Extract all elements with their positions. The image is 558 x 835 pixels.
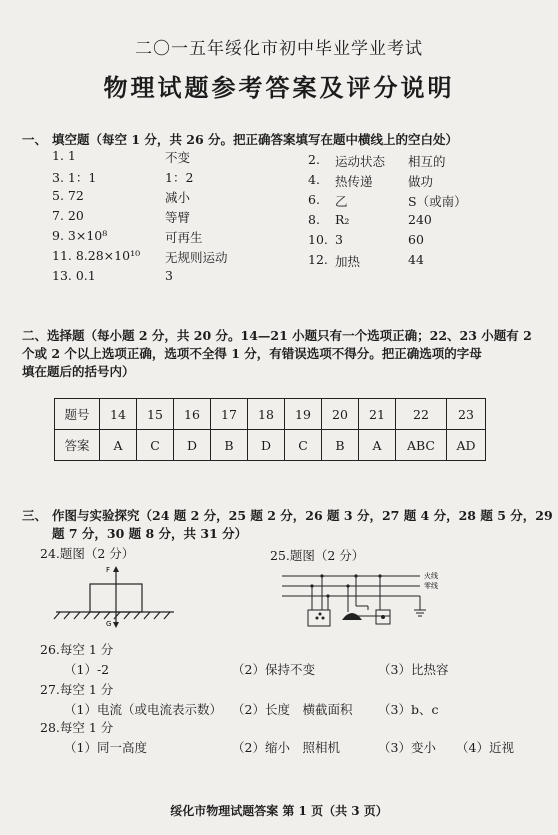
- fill-item-num: 1. 1: [52, 148, 76, 163]
- section2-line: 填在题后的括号内）: [22, 364, 135, 379]
- fill-item-answer: 3: [165, 268, 173, 283]
- section3-line: 题 7 分，30 题 8 分，共 31 分）: [52, 526, 248, 541]
- table-header-cell: 答案: [55, 430, 100, 461]
- q28-answer: （2）缩小 照相机: [232, 740, 340, 755]
- table-cell: C: [137, 430, 174, 461]
- table-cell: 21: [359, 399, 396, 430]
- fill-item-answer: S（或南）: [408, 194, 467, 209]
- fill-item-answer: 相互的: [408, 154, 446, 169]
- table-cell: 19: [285, 399, 322, 430]
- page-footer: 绥化市物理试题答案 第 1 页（共 3 页）: [170, 804, 388, 818]
- lamp-icon: [342, 613, 362, 620]
- fill-item-answer: 不变: [165, 150, 191, 165]
- section2-line: 个或 2 个以上选项正确，选项不全得 1 分，有错误选项不得分。把正确选项的字母: [22, 346, 482, 361]
- q27-header: 27.每空 1 分: [40, 682, 114, 697]
- circuit-diagram: [280, 566, 450, 634]
- table-cell: 17: [211, 399, 248, 430]
- fill-item-num: 11. 8.28×10¹⁰: [52, 248, 141, 263]
- fill-item-num: 7. 20: [52, 208, 84, 223]
- table-cell: C: [285, 430, 322, 461]
- q26-header: 26.每空 1 分: [40, 642, 114, 657]
- live-wire-label: 火线: [424, 572, 438, 580]
- table-cell: D: [174, 430, 211, 461]
- answer-table: [54, 398, 486, 461]
- fill-item-num: 10.: [308, 232, 328, 247]
- exam-title: 二〇一五年绥化市初中毕业学业考试: [135, 39, 423, 59]
- q28-answer: （1）同一高度: [64, 740, 147, 755]
- fill-item-num: 3. 1：1: [52, 170, 97, 185]
- q28-answer: （3）变小: [378, 740, 436, 755]
- fill-item-answer: 减小: [165, 190, 191, 205]
- section2-line: 二、选择题（每小题 2 分，共 20 分。14—21 小题只有一个选项正确；22、23 小题有 2: [22, 328, 532, 343]
- fill-item-answer: 乙: [335, 194, 348, 209]
- fill-item-answer: 1：2: [165, 170, 194, 185]
- q28-header: 28.每空 1 分: [40, 720, 114, 735]
- fill-item-answer: R₂: [335, 212, 350, 227]
- section3-line: 作图与实验探究（24 题 2 分，25 题 2 分，26 题 3 分，27 题 4 分，28 题 5 分，29: [52, 508, 553, 523]
- fill-item-answer: 做功: [408, 174, 434, 189]
- fill-item-num: 5. 72: [52, 188, 84, 203]
- document-title: 物理试题参考答案及评分说明: [103, 73, 455, 102]
- table-row: [55, 430, 486, 461]
- fill-item-answer: 加热: [335, 254, 361, 269]
- fill-item-num: 13. 0.1: [52, 268, 96, 283]
- fill-item-answer: 无规则运动: [165, 250, 228, 265]
- q27-answer: （2）长度 横截面积: [232, 702, 353, 717]
- fill-item-answer: 运动状态: [335, 154, 386, 169]
- section3-number: 三、: [22, 508, 48, 523]
- fill-item-answer: 可再生: [165, 230, 203, 245]
- fill-item-answer: 60: [408, 232, 424, 247]
- fill-item-answer: 240: [408, 212, 432, 227]
- neutral-wire-label: 零线: [424, 582, 438, 590]
- fill-item-answer: 3: [335, 232, 343, 247]
- socket-icon: [308, 610, 330, 626]
- table-cell: 22: [396, 399, 447, 430]
- force-label-f: F: [106, 566, 111, 574]
- q26-answer: （3）比热容: [378, 662, 449, 677]
- table-cell: AD: [447, 430, 486, 461]
- table-cell: 18: [248, 399, 285, 430]
- fill-item-num: 12.: [308, 252, 328, 267]
- fill-item-num: 6.: [308, 192, 320, 207]
- fill-item-answer: 热传递: [335, 174, 373, 189]
- q27-answer: （3）b、c: [378, 702, 439, 717]
- q24-label: 24.题图（2 分）: [40, 546, 135, 561]
- table-header-cell: 题号: [55, 399, 100, 430]
- table-cell: B: [322, 430, 359, 461]
- fill-item-num: 9. 3×10⁸: [52, 228, 108, 243]
- table-row: [55, 399, 486, 430]
- table-cell: A: [100, 430, 137, 461]
- fill-item-num: 2.: [308, 152, 320, 167]
- q27-answer: （1）电流（或电流表示数）: [64, 702, 222, 717]
- q26-answer: （1）-2: [64, 662, 110, 677]
- q25-label: 25.题图（2 分）: [270, 548, 365, 563]
- table-cell: 14: [100, 399, 137, 430]
- fill-item-num: 8.: [308, 212, 320, 227]
- force-diagram: [50, 560, 180, 630]
- fill-item-num: 4.: [308, 172, 320, 187]
- q28-answer: （4）近视: [456, 740, 514, 755]
- table-cell: 20: [322, 399, 359, 430]
- table-cell: A: [359, 430, 396, 461]
- table-cell: 23: [447, 399, 486, 430]
- table-cell: 15: [137, 399, 174, 430]
- q26-answer: （2）保持不变: [232, 662, 315, 677]
- section1-number: 一、: [22, 132, 48, 147]
- table-cell: 16: [174, 399, 211, 430]
- force-label-g: G: [106, 620, 112, 628]
- section1-title: 填空题（每空 1 分，共 26 分。把正确答案填写在题中横线上的空白处）: [52, 132, 459, 147]
- fill-item-answer: 44: [408, 252, 424, 267]
- table-cell: B: [211, 430, 248, 461]
- fill-item-answer: 等臂: [165, 210, 191, 225]
- table-cell: ABC: [396, 430, 447, 461]
- table-cell: D: [248, 430, 285, 461]
